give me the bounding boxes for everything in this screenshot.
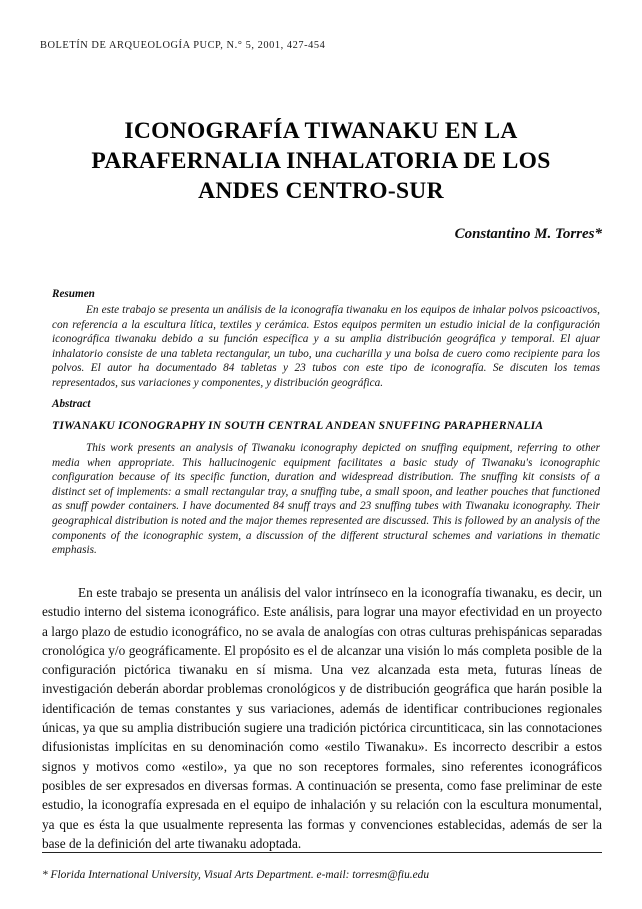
title-line-2: PARAFERNALIA INHALATORIA DE LOS <box>91 148 551 174</box>
title-line-1: ICONOGRAFÍA TIWANAKU EN LA <box>124 118 518 144</box>
footnote-separator <box>42 852 602 853</box>
footnote-author-affiliation: * Florida International University, Visual Arts Department. e-mail: torresm@fiu.edu <box>42 869 430 881</box>
title-line-3: ANDES CENTRO-SUR <box>198 178 444 204</box>
author-byline: Constantino M. Torres* <box>454 226 602 242</box>
abstract-body: This work presents an analysis of Tiwanaku iconography depicted on snuffing equipment, referring to other media when appropriate. This hallucinogenic equipment facilitates a basic study of Tiwanaku's iconographic configuration because of its specific function, duration and widespread distribution. The snuffing kit consists of a distinct set of implements: a small rectangular tray, a snuffing tube, a small spoon, and leather pouches that functioned as snuff powder containers. I have documented 84 snuff trays and 23 snuffing tubes with Tiwanaku iconography. Their geographical distribution is noted and the major themes represented are discussed. This is followed by an analysis of the components of the iconographic system, a discussion of the different structural schemes and variations in thematic emphasis. <box>52 442 600 557</box>
main-body-paragraph: En este trabajo se presenta un análisis del valor intrínseco en la iconografía tiwanaku, es decir, un estudio interno del sistema iconográfico. Este análisis, para lograr una mayor efectividad en un proyecto a largo plazo de estudio iconográfico, no se avala de analogías con otras culturas prehispánicas separadas cronológica y/o geográficamente. El propósito es el de alcanzar una visión lo más completa posible de la configuración pictórica tiwanaku en sí misma. Una vez alcanzada esta meta, futuras líneas de investigación deberán abordar problemas cronológicos y de distribución geográfica que harán posible la identificación de temas constantes y sus variaciones, además de identificar contribuciones regionales únicas, ya que su amplia distribución sugiere una tradición pictórica circuntiticaca, sin las connotaciones difusionistas implícitas en su denominación como «estilo Tiwanaku». Es incorrecto describir a estos signos y motivos como «estilo», ya que no son receptores formales, sino referentes iconográficos posibles de ser expresados en diversas formas. A continuación se presenta, como fase preliminar de este estudio, la iconografía expresada en el equipo de inhalación y su relación con la escultura monumental, ya que es ésta la que usualmente representa las formas y convenciones establecidas, además de ser la base de la definición del arte tiwanaku adoptada. <box>42 585 602 851</box>
running-head: BOLETÍN DE ARQUEOLOGÍA PUCP, N.° 5, 2001, 427-454 <box>40 40 326 51</box>
resumen-body: En este trabajo se presenta un análisis de la iconografía tiwanaku en los equipos de inhalar polvos psicoactivos, con referencia a la escultura lítica, textiles y cerámica. Estos equipos permiten un estudio inicial de la configuración iconográfica tiwanaku debido a su función específica y a su amplia distribución geográfica y temporal. El ajuar inhalatorio consiste de una tableta rectangular, un tubo, una cucharilla y una bolsa de cuero como recipiente para los polvos. El autor ha documentado 84 tabletas y 23 tubos con este tipo de iconografía. Se discuten los temas representados, sus variaciones y componentes, y distribución geográfica. <box>52 304 600 389</box>
resumen-heading: Resumen <box>52 288 95 300</box>
article-title <box>71 116 571 206</box>
abstract-title: TIWANAKU ICONOGRAPHY IN SOUTH CENTRAL ANDEAN SNUFFING PARAPHERNALIA <box>52 419 544 432</box>
abstract-heading: Abstract <box>52 398 91 410</box>
